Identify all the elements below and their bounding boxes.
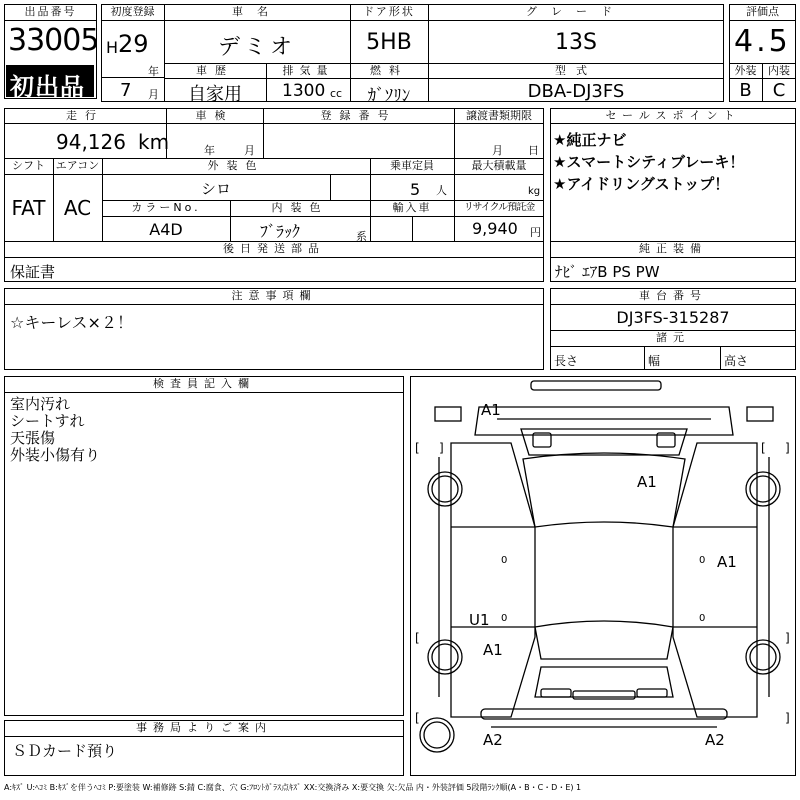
- damage-mark-2: A1: [637, 473, 657, 491]
- recycle-unit: 円: [530, 226, 541, 239]
- fuel-label: 燃料: [370, 65, 408, 77]
- ext-color: シロ: [200, 180, 231, 198]
- sales-points-label: セールスポイント: [605, 110, 741, 122]
- inspection-month-unit: 月: [244, 144, 255, 157]
- legend: A:ｷｽﾞ U:ﾍｺﾐ B:ｷｽﾞを伴うﾍｺﾐ P:要塗装 W:補修跡 S:錆 C:腐食、穴 G:ﾌﾛﾝﾄｶﾞﾗｽ点ｷｽﾞ XX:交換済み X:要交換 欠:欠品 内・外装評価 5段階ﾗﾝｸ順(A・B・C・D・E) 1: [4, 783, 582, 792]
- svg-text:]: ]: [439, 441, 444, 455]
- transfer-day-unit: 日: [528, 144, 539, 157]
- displacement-unit: cc: [330, 87, 343, 100]
- damage-mark-5: A1: [483, 641, 503, 659]
- int-color-label: 内装色: [271, 202, 329, 214]
- month-unit: 月: [148, 88, 159, 101]
- int-color: ﾌﾞﾗｯｸ: [260, 222, 301, 241]
- recycle-fee: 9,940: [472, 219, 518, 238]
- color-no: A4D: [149, 220, 183, 239]
- caution-text: ☆キーレス×２！: [10, 313, 133, 332]
- chassis-label: 車台番号: [639, 290, 707, 302]
- shift-label: シフト: [12, 160, 45, 172]
- first-listing-text: 初出品: [10, 73, 85, 101]
- history-label: 車歴: [196, 65, 234, 77]
- svg-text:]: ]: [785, 711, 790, 725]
- aircon-label: エアコン: [55, 160, 100, 172]
- int-color-unit: 系: [356, 230, 367, 243]
- mileage: 94,126: [56, 130, 126, 154]
- displacement: 1300: [282, 81, 326, 101]
- capacity: 5: [410, 180, 421, 199]
- grade: 13S: [555, 30, 597, 55]
- car-diagram-svg: [411, 377, 796, 776]
- reg-month: 7: [120, 80, 132, 101]
- fuel: ｶﾞｿﾘﾝ: [367, 86, 411, 106]
- interior-grade: C: [772, 80, 786, 101]
- max-load-label: 最大積載量: [471, 160, 527, 172]
- later-parts: 保証書: [10, 263, 56, 281]
- first-reg-label: 初度登録: [110, 6, 155, 18]
- svg-text:]: ]: [785, 441, 790, 455]
- mileage-unit: km: [138, 130, 170, 154]
- damage-mark-7: A2: [705, 731, 725, 749]
- zero-mark-1: 0: [501, 555, 508, 566]
- transfer-month-unit: 月: [492, 144, 503, 157]
- mileage-label: 走行: [66, 110, 104, 122]
- lot-number-label: 出品番号: [24, 6, 77, 18]
- damage-mark-3: A1: [717, 553, 737, 571]
- score-label: 評価点: [746, 6, 779, 18]
- inspection-label: 車検: [195, 110, 234, 122]
- dims-label: 諸元: [656, 332, 690, 344]
- zero-mark-3: 0: [501, 613, 508, 624]
- ext-color-label: 外装色: [207, 160, 265, 172]
- inspection-year-unit: 年: [204, 144, 215, 157]
- chassis-number: DJ3FS-315287: [616, 308, 730, 327]
- equipment: ﾅﾋﾞ ｴｱB PS PW: [555, 263, 660, 281]
- sales-point-1: ★純正ナビ: [553, 131, 627, 149]
- height-label: 高さ: [724, 354, 749, 368]
- color-no-label: カラーNo.: [131, 202, 201, 214]
- year-unit: 年: [148, 65, 159, 78]
- max-load-unit: kg: [528, 186, 541, 197]
- score: 4.5: [734, 24, 791, 59]
- capacity-unit: 人: [436, 184, 447, 197]
- inspector-line-4: 外装小傷有り: [10, 446, 101, 464]
- inspector-label: 検査員記入欄: [153, 378, 255, 390]
- door-type: 5HB: [366, 30, 412, 55]
- model-label: 型式: [555, 65, 597, 77]
- caution-label: 注意事項欄: [231, 290, 317, 302]
- car-diagram: [410, 376, 796, 776]
- svg-text:[: [: [415, 711, 420, 725]
- transfer-deadline-label: 譲渡書類期限: [466, 110, 532, 122]
- door-label: ドア形状: [363, 6, 415, 18]
- import-label: 輸入車: [392, 202, 432, 214]
- sales-point-3: ★アイドリングストップ！: [553, 175, 730, 193]
- model: DBA-DJ3FS: [527, 81, 625, 102]
- reg-year: 29: [118, 30, 149, 58]
- displacement-label: 排気量: [282, 65, 334, 77]
- lot-number: 33005: [8, 23, 99, 58]
- svg-text:]: ]: [785, 631, 790, 645]
- damage-mark-4: U1: [469, 611, 490, 629]
- equipment-label: 純正装備: [639, 243, 707, 255]
- interior-label: 内装: [768, 65, 790, 77]
- exterior-grade: B: [739, 80, 752, 101]
- office-text: ＳＤカード預り: [12, 742, 118, 760]
- shift: FAT: [11, 196, 46, 220]
- svg-text:[: [: [761, 441, 766, 455]
- inspector-line-3: 天張傷: [10, 429, 56, 447]
- exterior-label: 外装: [734, 65, 757, 77]
- width-label: 幅: [648, 354, 661, 368]
- era: H: [106, 38, 119, 57]
- damage-mark-6: A2: [483, 731, 503, 749]
- sales-point-2: ★スマートシティブレーキ！: [553, 153, 745, 171]
- length-label: 長さ: [554, 354, 579, 368]
- grade-label: グレード: [526, 6, 626, 18]
- inspector-line-1: 室内汚れ: [10, 395, 71, 413]
- recycle-label: リサイクル預託金: [463, 202, 535, 213]
- later-parts-label: 後日発送部品: [223, 243, 325, 255]
- history: 自家用: [188, 84, 242, 105]
- office-label: 事務局よりご案内: [136, 722, 272, 734]
- svg-text:[: [: [415, 631, 420, 645]
- reg-number-label: 登録番号: [320, 110, 397, 122]
- svg-text:[: [: [415, 441, 420, 455]
- car-name-label: 車名: [232, 6, 282, 18]
- inspector-line-2: シートすれ: [10, 412, 85, 430]
- capacity-label: 乗車定員: [390, 160, 434, 172]
- zero-mark-2: 0: [699, 555, 706, 566]
- car-name: デミオ: [217, 35, 296, 60]
- aircon: AC: [63, 196, 92, 220]
- zero-mark-4: 0: [699, 613, 706, 624]
- damage-mark-1: A1: [481, 401, 501, 419]
